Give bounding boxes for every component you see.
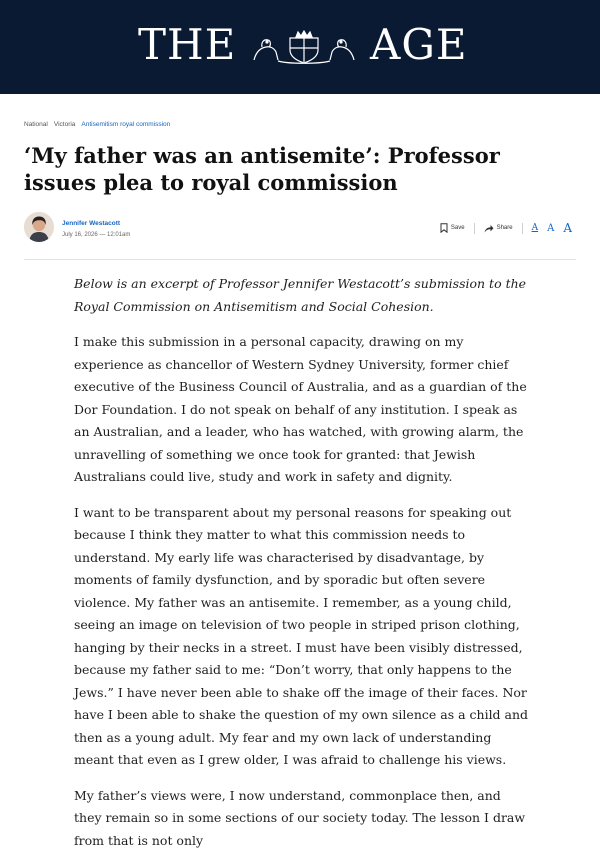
font-size-large-button[interactable]: A (563, 221, 572, 235)
byline (24, 210, 576, 246)
article-body (74, 273, 530, 865)
toolbar-divider (522, 223, 523, 234)
article-paragraph: I make this submission in a personal capacity, drawing on my experience as chancellor of Western Sydney University, former chief executive of the Business Council of Australia, and as a guardian of the Dor Foundation. I do not speak on behalf of any institution. I speak as an Australian, and a leader, who has watched, with growing alarm, the unravelling of something we once took for granted: that Jewish Australians could live, study and work in safety and dignity. (74, 334, 527, 484)
share-label: Share (496, 225, 513, 231)
breadcrumb (24, 118, 170, 130)
masthead (0, 0, 600, 94)
breadcrumb-victoria[interactable]: Victoria (53, 120, 76, 128)
save-button[interactable] (440, 223, 465, 233)
logo-word-right[interactable]: AGE (370, 20, 468, 69)
toolbar-divider (474, 223, 475, 234)
font-size-medium-button[interactable]: A (547, 222, 555, 234)
coat-of-arms-icon (248, 30, 360, 64)
bookmark-icon (440, 223, 448, 233)
share-button[interactable] (484, 224, 513, 233)
article-paragraph: I want to be transparent about my personal reasons for speaking out because I think they matter to what this commission needs to understand. My early life was characterised by disadvantage, by moments of family dysfunction, and by sporadic but often severe violence. My father was an antisemite. I remember, as a young child, seeing an image on television of two people in striped prison clothing, hanging by their necks in a street. I must have been visibly distressed, because my father said to me: “Don’t worry, that only happens to the Jews.” I have never been able to shake off the image of their faces. Nor have I been able to shake the question of my own silence as a child and then as a young adult. My fear and my own lack of understanding meant that even as I grew older, I was afraid to challenge his views. (74, 504, 529, 767)
byline-divider (24, 259, 576, 260)
save-label: Save (450, 225, 465, 231)
share-arrow-icon (484, 224, 494, 233)
publish-date: July 16, 2026 — 12:01am (62, 232, 131, 238)
article-headline: ‘My father was an antisemite’: Professor issues plea to royal commission (24, 143, 500, 195)
font-size-small-button[interactable]: A (531, 223, 539, 233)
breadcrumb-national[interactable]: National (24, 120, 48, 128)
author-name[interactable]: Jennifer Westacott (62, 220, 121, 227)
logo-word-left[interactable]: THE (138, 20, 237, 69)
author-photo-icon (24, 212, 54, 242)
author-avatar[interactable] (24, 212, 54, 242)
article-intro: Below is an excerpt of Professor Jennifer Westacott’s submission to the Royal Commission on Antisemitism and Social Cohesion. (74, 276, 527, 314)
article-toolbar (440, 221, 572, 235)
breadcrumb-topic[interactable]: Antisemitism royal commission (81, 120, 171, 128)
article-paragraph: My father’s views were, I now understand, commonplace then, and they remain so in some sections of our society today. The lesson I draw from that is not only (74, 787, 526, 848)
